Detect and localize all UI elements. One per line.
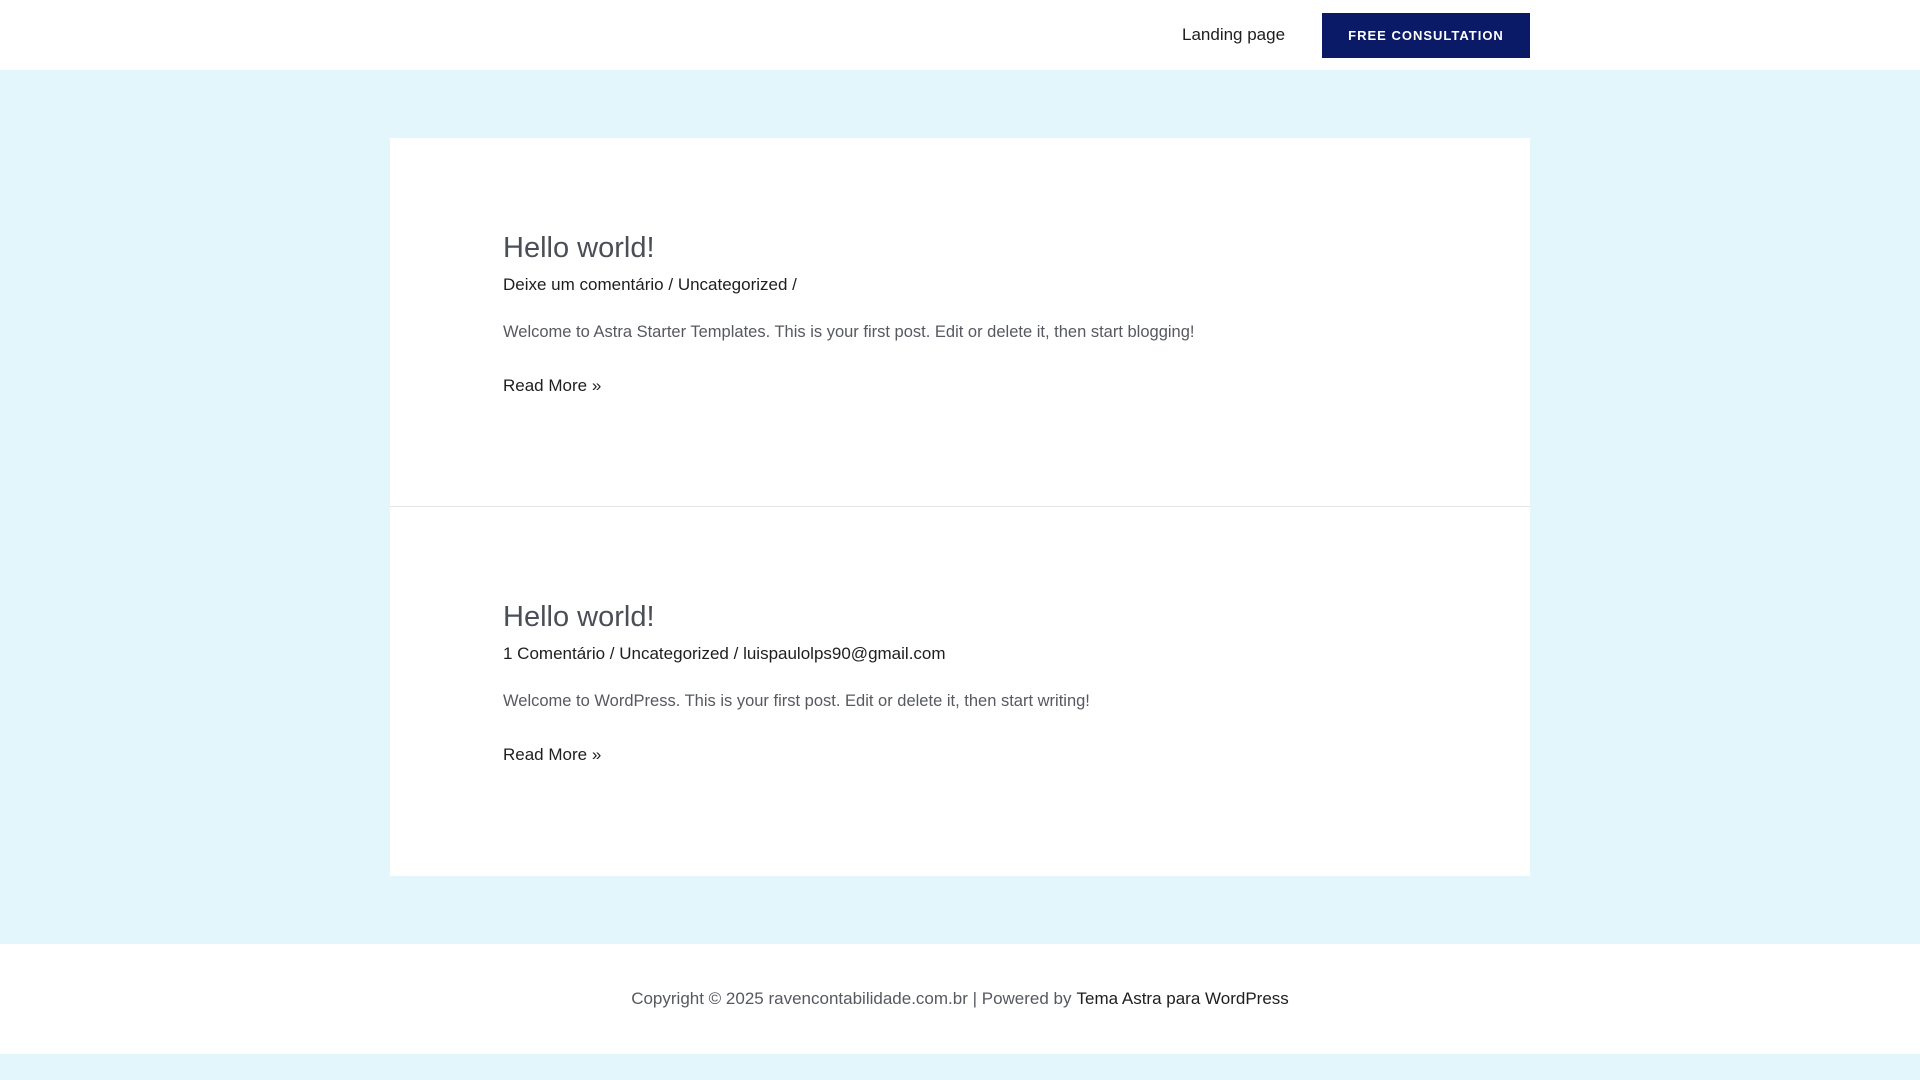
- site-header: [0, 0, 1920, 70]
- post-excerpt: Welcome to Astra Starter Templates. This is your first post. Edit or delete it, then start blogging!: [503, 323, 1195, 341]
- post-content: [503, 230, 1417, 397]
- post-content: [503, 599, 1417, 766]
- post-category-link[interactable]: Uncategorized: [677, 275, 788, 294]
- post-comments-link[interactable]: 1 Comentário: [503, 644, 606, 663]
- post-meta: [503, 643, 1417, 665]
- post-comments-link[interactable]: Deixe um comentário: [503, 275, 664, 294]
- meta-separator: /: [792, 275, 797, 294]
- read-more-link[interactable]: Read More »: [503, 376, 602, 395]
- nav-link-landing-page[interactable]: Landing page: [1182, 25, 1286, 44]
- footer-copyright: Copyright © 2025 ravencontabilidade.com.br | Powered by: [631, 989, 1072, 1008]
- post-card: [390, 138, 1530, 506]
- site-footer: [0, 944, 1920, 1054]
- read-more-link[interactable]: Read More »: [503, 745, 602, 764]
- meta-separator: /: [668, 275, 678, 294]
- meta-separator: /: [733, 644, 744, 663]
- post-author-link[interactable]: luispaulolps90@gmail.com: [743, 644, 946, 663]
- meta-separator: /: [609, 644, 620, 663]
- post-excerpt: Welcome to WordPress. This is your first post. Edit or delete it, then start writing!: [503, 692, 1090, 710]
- post-category-link[interactable]: Uncategorized: [619, 644, 729, 663]
- post-card: [390, 507, 1530, 876]
- free-consultation-button[interactable]: FREE CONSULTATION: [1322, 13, 1530, 58]
- post-meta: [503, 274, 1417, 296]
- post-title[interactable]: Hello world!: [503, 232, 655, 264]
- footer-theme-link[interactable]: Tema Astra para WordPress: [1076, 989, 1289, 1008]
- post-title[interactable]: Hello world!: [503, 601, 655, 633]
